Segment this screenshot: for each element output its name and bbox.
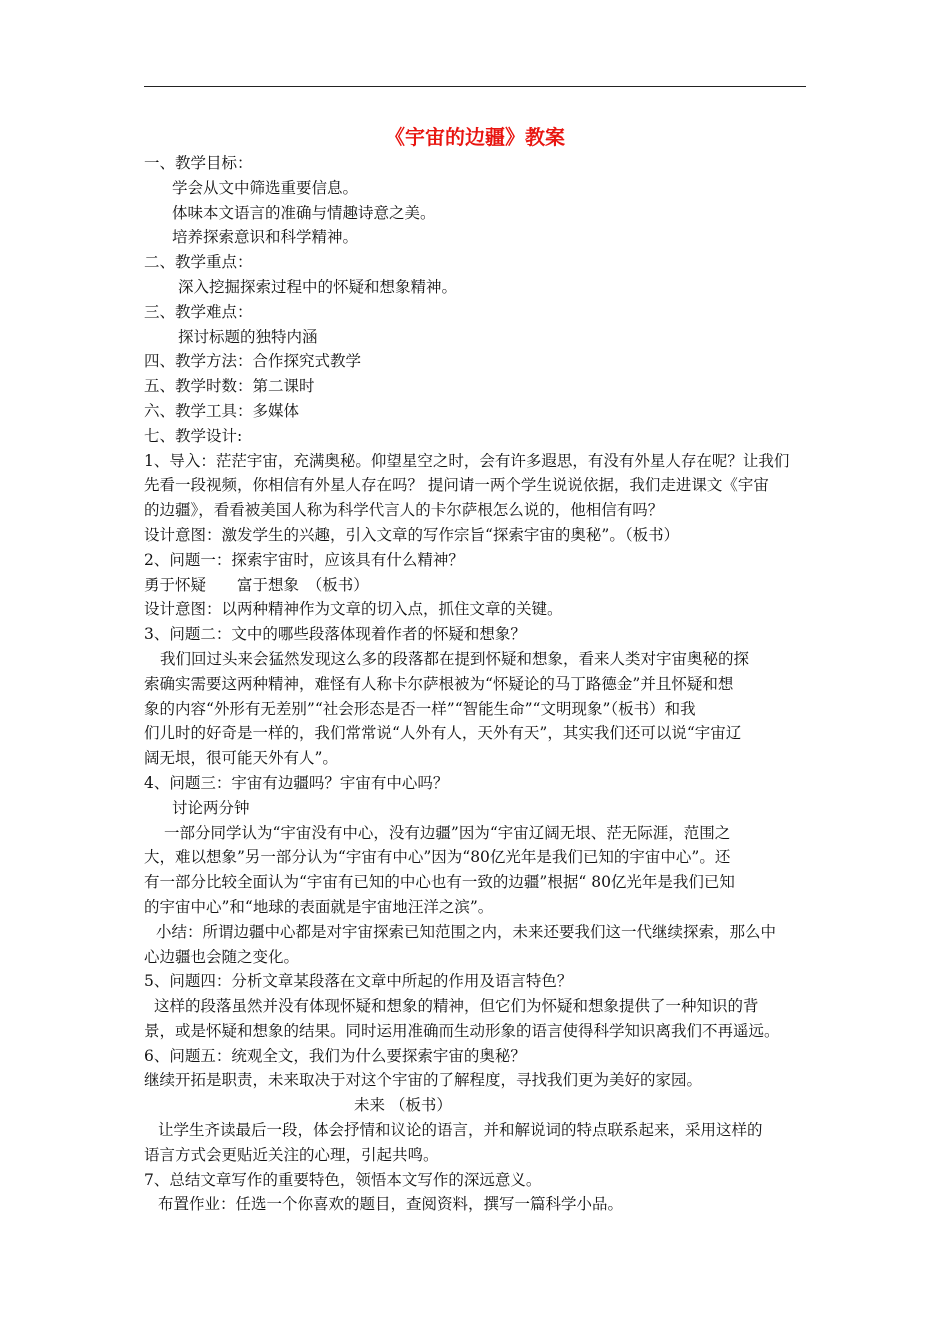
paragraph-line: 大，难以想象”另一部分认为“宇宙有中心”因为“80亿光年是我们已知的宇宙中心”。还	[144, 848, 731, 867]
objective-item: 学会从文中筛选重要信息。	[172, 178, 359, 197]
paragraph-line: 有一部分比较全面认为“宇宙有已知的中心也有一致的边疆”根据“ 80亿光年是我们已知	[144, 873, 735, 892]
difficulty-point: 探讨标题的独特内涵	[178, 327, 318, 346]
section-heading: 四、教学方法：合作探究式教学	[144, 352, 362, 371]
section-heading: 六、教学工具：多媒体	[144, 401, 300, 420]
paragraph-line: 勇于怀疑 富于想象 （板书）	[144, 575, 369, 594]
paragraph-line: 的边疆》，看看被美国人称为科学代言人的卡尔萨根怎么说的，他相信有吗？	[144, 501, 664, 520]
paragraph-line: 7、总结文章写作的重要特色，领悟本文写作的深远意义。	[144, 1170, 542, 1189]
header-rule	[144, 86, 806, 87]
paragraph-line: 一部分同学认为“宇宙没有中心，没有边疆”因为“宇宙辽阔无垠、茫无际涯，范围之	[164, 823, 731, 842]
paragraph-line: 的宇宙中心”和“地球的表面就是宇宙地汪洋之滨”。	[144, 897, 494, 916]
paragraph-line: 3、问题二：文中的哪些段落体现着作者的怀疑和想象？	[144, 625, 526, 644]
objective-item: 体味本文语言的准确与情趣诗意之美。	[172, 203, 436, 222]
section-heading: 二、教学重点：	[144, 253, 253, 272]
paragraph-line: 5、问题四：分析文章某段落在文章中所起的作用及语言特色？	[144, 972, 573, 991]
objective-item: 培养探索意识和科学精神。	[172, 228, 359, 247]
section-heading: 三、教学难点：	[144, 302, 253, 321]
paragraph-line: 讨论两分钟	[172, 798, 250, 817]
paragraph-line: 设计意图：以两种精神作为文章的切入点，抓住文章的关键。	[144, 600, 563, 619]
paragraph-line: 们儿时的好奇是一样的，我们常常说“人外有人，天外有天”，其实我们还可以说“宇宙辽	[144, 724, 742, 743]
paragraph-line: 1、导入：茫茫宇宙，充满奥秘。仰望星空之时，会有许多遐思，有没有外星人存在呢？让我们	[144, 451, 790, 470]
paragraph-line: 阔无垠，很可能天外有人”。	[144, 749, 338, 768]
paragraph-line: 设计意图：激发学生的兴趣，引入文章的写作宗旨“探索宇宙的奥秘”。（板书）	[144, 525, 680, 544]
paragraph-line: 先看一段视频，你相信有外星人存在吗？ 提问请一两个学生说说依据，我们走进课文《宇宙	[144, 476, 769, 495]
section-heading: 一、教学目标：	[144, 154, 253, 172]
paragraph-line: 语言方式会更贴近关注的心理，引起共鸣。	[144, 1145, 439, 1164]
paragraph-line: 小结：所谓边疆中心都是对宇宙探索已知范围之内，未来还要我们这一代继续探索，那么中	[156, 922, 777, 941]
paragraph-line: 这样的段落虽然并没有体现怀疑和想象的精神，但它们为怀疑和想象提供了一种知识的背	[154, 997, 759, 1016]
paragraph-line: 心边疆也会随之变化。	[144, 947, 300, 966]
paragraph-line: 我们回过头来会猛然发现这么多的段落都在提到怀疑和想象，看来人类对宇宙奥秘的探	[160, 649, 750, 668]
paragraph-line: 继续开拓是职责，未来取决于对这个宇宙的了解程度，寻找我们更为美好的家园。	[144, 1071, 703, 1090]
homework-line: 布置作业：任选一个你喜欢的题目，查阅资料，撰写一篇科学小品。	[158, 1195, 624, 1214]
paragraph-line: 4、问题三：宇宙有边疆吗？宇宙有中心吗？	[144, 773, 449, 792]
paragraph-line: 象的内容“外形有无差别”“社会形态是否一样”“智能生命”“文明现象”（板书）和我	[144, 699, 696, 718]
paragraph-line: 未来 （板书）	[354, 1096, 452, 1115]
document-body	[144, 151, 810, 1217]
section-heading: 七、教学设计:	[144, 426, 243, 445]
section-heading: 五、教学时数：第二课时	[144, 377, 315, 396]
key-point: 深入挖掘探索过程中的怀疑和想象精神。	[178, 277, 458, 296]
paragraph-line: 让学生齐读最后一段，体会抒情和议论的语言，并和解说词的特点联系起来，采用这样的	[158, 1121, 763, 1140]
paragraph-line: 景，或是怀疑和想象的结果。同时运用准确而生动形象的语言使得科学知识离我们不再遥远。	[144, 1021, 780, 1040]
paragraph-line: 6、问题五：统观全文，我们为什么要探索宇宙的奥秘？	[144, 1046, 526, 1065]
paragraph-line: 2、问题一：探索宇宙时，应该具有什么精神？	[144, 550, 464, 569]
document-title: 《宇宙的边疆》教案	[385, 125, 565, 149]
paragraph-line: 索确实需要这两种精神，难怪有人称卡尔萨根被为“怀疑论的马丁路德金”并且怀疑和想	[144, 674, 734, 693]
